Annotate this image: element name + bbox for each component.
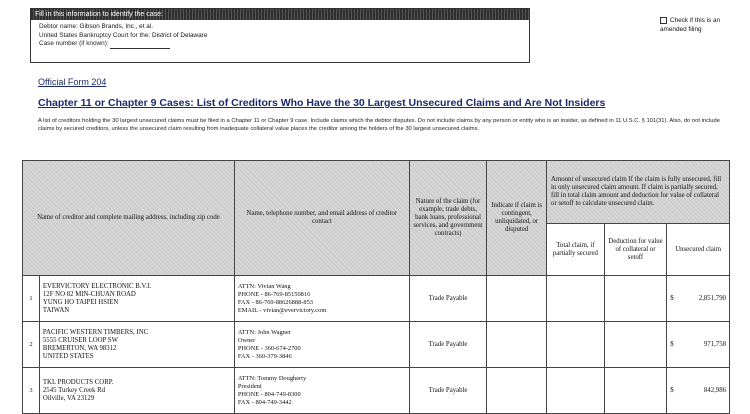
address-line: TAIWAN <box>42 306 70 314</box>
claim-indicator <box>487 322 547 368</box>
dollar-sign: $ <box>670 295 674 302</box>
table-row <box>23 322 730 368</box>
address-line: 5555 CRUISER LOOP SW <box>42 336 118 344</box>
creditor-contact <box>234 368 409 414</box>
case-info-lines <box>31 20 529 49</box>
row-number: 1 <box>23 276 40 322</box>
contact-line: PHONE - 804-749-8300 <box>237 390 301 398</box>
claim-indicator <box>487 276 547 322</box>
contact-line: FAX - 360-379-3846 <box>237 352 292 360</box>
dollar-sign: $ <box>670 387 674 394</box>
creditor-name-address <box>39 368 234 414</box>
instructions-text: A list of creditors holding the 30 largest unsecured claims must be filed in a Chapter 11 or Chapter 9 case. Include claims which the debtor disputes. Do not include claims by any person or entity who is an insider, as defined in 11 U.S.C. § 101(31). Also, do not include claims by secured creditors, unless the unsecured claim resulting from inadequate collateral value places the creditor among the holders of the 30 largest unsecured claims. <box>38 118 720 132</box>
contact-line: PHONE - 86-769-85150816 <box>237 290 311 298</box>
col-header-indicate: Indicate if claim is contingent, unliquidated, or disputed <box>487 161 547 276</box>
col-header-nature: Nature of the claim (for example, trade debts, bank loans, professional services, and government contracts) <box>409 161 487 276</box>
unsecured-amount: 971,758 <box>703 341 726 348</box>
address-line: EVERVICTORY ELECTRONIC B.V.I. <box>42 282 152 290</box>
case-info-bar: Fill in this information to identify the case: <box>31 9 529 20</box>
unsecured-amount: 2,851,790 <box>698 295 726 302</box>
court-label: United States Bankruptcy Court for the: <box>39 31 151 39</box>
contact-line: FAX - 804-749-3442 <box>237 398 292 406</box>
address-line: 2545 Turkey Creek Rd <box>42 386 106 394</box>
debtor-value: Gibson Brands, Inc., et al. <box>79 23 154 30</box>
contact-line: PHONE - 360-674-2700 <box>237 344 301 352</box>
form-number: Official Form 204 <box>38 77 107 87</box>
amended-filing <box>660 17 745 34</box>
contact-line: ATTN: Vivian Wang <box>237 282 291 290</box>
court-line <box>39 32 529 41</box>
contact-line: Owner <box>237 336 256 344</box>
address-line: Oilville, VA 23129 <box>42 394 95 402</box>
table-row <box>23 276 730 322</box>
creditor-name-address <box>39 322 234 368</box>
total-claim <box>547 368 605 414</box>
amended-checkbox <box>660 17 667 24</box>
total-claim <box>547 276 605 322</box>
court-value: District of Delaware <box>151 31 208 39</box>
claim-nature: Trade Payable <box>409 322 487 368</box>
col-header-contact: Name, telephone number, and email address of creditor contact <box>234 161 409 276</box>
case-number-line <box>39 40 529 49</box>
contact-line: EMAIL - vivian@evervictory.com <box>237 306 327 314</box>
address-line: UNITED STATES <box>42 352 94 360</box>
col-header-unsecured: Unsecured claim <box>667 224 730 276</box>
claim-nature: Trade Payable <box>409 276 487 322</box>
creditor-contact <box>234 322 409 368</box>
creditor-name-address <box>39 276 234 322</box>
claim-indicator <box>487 368 547 414</box>
row-number: 2 <box>23 322 40 368</box>
contact-line: President <box>237 382 262 390</box>
col-header-deduction: Deduction for value of collateral or setoff <box>604 224 667 276</box>
total-claim <box>547 322 605 368</box>
contact-line: FAX - 86-769-88626888-853 <box>237 298 313 306</box>
creditors-table <box>22 160 730 414</box>
contact-line: ATTN: John Wagner <box>237 328 291 336</box>
row-number: 3 <box>23 368 40 414</box>
unsecured-amount: 842,986 <box>703 387 726 394</box>
contact-line: ATTN: Tommy Dougherty <box>237 374 307 382</box>
address-line: BREMERTON, WA 98312 <box>42 344 117 352</box>
debtor-label: Debtor name: <box>39 23 78 30</box>
page-title: Chapter 11 or Chapter 9 Cases: List of Creditors Who Have the 30 Largest Unsecured Claims and Are Not Insiders <box>38 97 606 109</box>
unsecured-claim <box>667 368 730 414</box>
deduction-value <box>604 276 667 322</box>
case-info-box <box>30 8 530 63</box>
unsecured-claim <box>667 276 730 322</box>
address-line: 12F NO 82 MIN-CHUAN ROAD <box>42 290 136 298</box>
case-number-field <box>110 42 170 49</box>
address-line: PACIFIC WESTERN TIMBERS, INC <box>42 328 149 336</box>
unsecured-claim <box>667 322 730 368</box>
table-header-row <box>23 161 730 224</box>
creditor-contact <box>234 276 409 322</box>
claim-nature: Trade Payable <box>409 368 487 414</box>
amended-label: Check if this is an amended filing <box>660 17 721 33</box>
dollar-sign: $ <box>670 341 674 348</box>
case-number-label: Case number (if known): <box>39 40 109 47</box>
col-header-total: Total claim, if partially secured <box>547 224 605 276</box>
address-line: YUNG HO TAIPEI HSIEN <box>42 298 119 306</box>
address-line: TKL PRODUCTS CORP. <box>42 378 114 386</box>
debtor-line <box>39 23 529 32</box>
col-header-amount-group: Amount of unsecured claim If the claim is fully unsecured, fill in only unsecured claim amount. If claim is partially secured, fill in total claim amount and deduction for value of collateral or setoff to calculate unsecured claim. <box>547 161 730 224</box>
deduction-value <box>604 368 667 414</box>
col-header-name: Name of creditor and complete mailing address, including zip code <box>23 161 235 276</box>
deduction-value <box>604 322 667 368</box>
table-row <box>23 368 730 414</box>
